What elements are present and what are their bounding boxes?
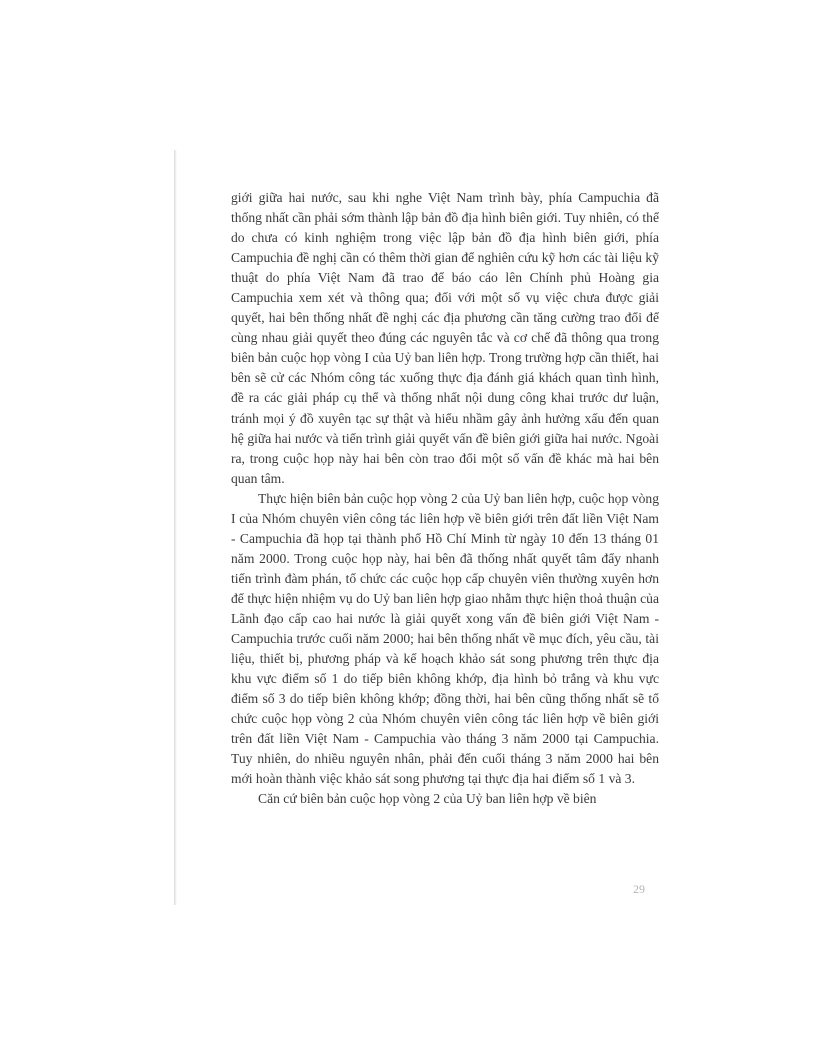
- paragraph-working-group-meeting: Thực hiện biên bản cuộc họp vòng 2 của Uỷ ban liên hợp, cuộc họp vòng I của Nhóm chuyên viên công tác liên hợp về biên giới trên đất liền Việt Nam - Campuchia đã họp tại thành phố Hồ Chí Minh từ ngày 10 đến 13 tháng 01 năm 2000. Trong cuộc họp này, hai bên đã thống nhất quyết tâm đẩy nhanh tiến trình đàm phán, tổ chức các cuộc họp cấp chuyên viên thường xuyên hơn để thực hiện nhiệm vụ do Uỷ ban liên hợp giao nhằm thực hiện thoả thuận của Lãnh đạo cấp cao hai nước là giải quyết xong vấn đề biên giới Việt Nam - Campuchia trước cuối năm 2000; hai bên thống nhất về mục đích, yêu cầu, tài liệu, thiết bị, phương pháp và kế hoạch khảo sát song phương trên thực địa khu vực điểm số 1 do tiếp biên không khớp, địa hình bỏ trắng và khu vực điểm số 3 do tiếp biên không khớp; đồng thời, hai bên cũng thống nhất sẽ tổ chức cuộc họp vòng 2 của Nhóm chuyên viên công tác liên hợp về biên giới trên đất liền Việt Nam - Campuchia vào tháng 3 năm 2000 tại Campuchia. Tuy nhiên, do nhiều nguyên nhân, phải đến cuối tháng 3 năm 2000 hai bên mới hoàn thành việc khảo sát song phương tại thực địa hai điểm số 1 và 3.: [231, 490, 659, 787]
- paragraph-minutes-basis: Căn cứ biên bản cuộc họp vòng 2 của Uỷ ban liên hợp về biên: [258, 791, 597, 807]
- page-number: 29: [633, 882, 645, 896]
- body-text: [231, 188, 659, 809]
- page-binding-shadow: [174, 150, 177, 905]
- paragraph-continuation: giới giữa hai nước, sau khi nghe Việt Nam trình bày, phía Campuchia đã thống nhất cần phải sớm thành lập bản đồ địa hình biên giới. Tuy nhiên, có thể do chưa có kinh nghiệm trong việc lập bản đồ địa hình biên giới, phía Campuchia đề nghị cần có thêm thời gian để nghiên cứu kỹ hơn các tài liệu kỹ thuật do phía Việt Nam đã trao để báo cáo lên Chính phủ Hoàng gia Campuchia xem xét và thông qua; đối với một số vụ việc chưa được giải quyết, hai bên thống nhất đề nghị các địa phương cần tăng cường trao đổi để cùng nhau giải quyết theo đúng các nguyên tắc và cơ chế đã thông qua trong biên bản cuộc họp vòng I của Uỷ ban liên hợp. Trong trường hợp cần thiết, hai bên sẽ cử các Nhóm công tác xuống thực địa đánh giá khách quan tình hình, đề ra các giải pháp cụ thể và thống nhất nội dung công khai trước dư luận, tránh mọi ý đồ xuyên tạc sự thật và hiểu nhầm gây ảnh hưởng xấu đến quan hệ giữa hai nước và tiến trình giải quyết vấn đề biên giới giữa hai nước. Ngoài ra, trong cuộc họp này hai bên còn trao đổi một số vấn đề khác mà hai bên quan tâm.: [231, 190, 659, 486]
